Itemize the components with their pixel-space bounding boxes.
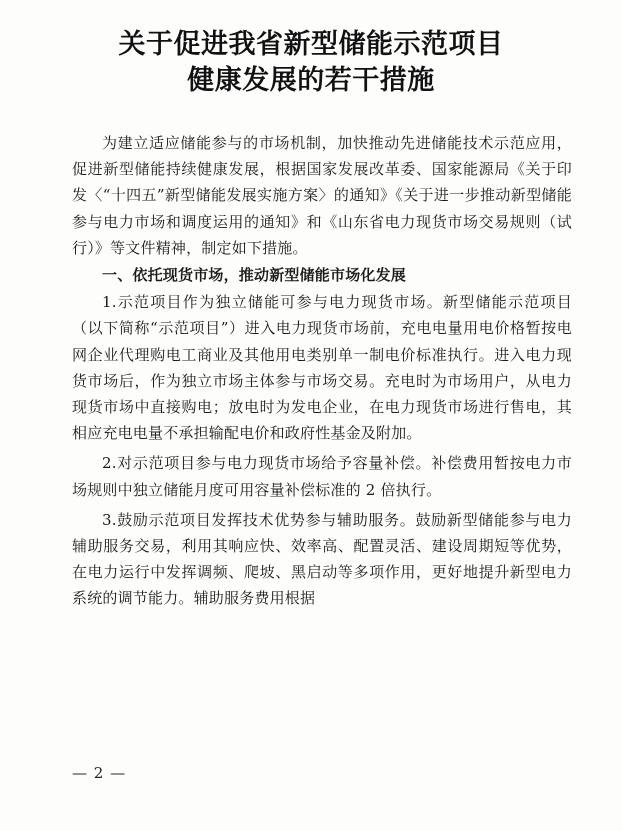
item-paragraph-3: 3.鼓励示范项目发挥技术优势参与辅助服务。鼓励新型储能参与电力辅助服务交易，利用其响应快、效率高、配置灵活、建设周期短等优势，在电力运行中发挥调频、爬坡、黑启动等多项作用，更好地提升新型电力系统的调节能力。辅助服务费用根据 (72, 510, 572, 608)
page-number: — 2 — (72, 764, 127, 782)
section-heading-1: 一、依托现货市场，推动新型储能市场化发展 (102, 266, 407, 285)
item-paragraph-2: 2.对示范项目参与电力现货市场给予容量补偿。补偿费用暂按电力市场规则中独立储能月度可用容量补偿标准的 2 倍执行。 (72, 454, 572, 499)
document-title-line-1: 关于促进我省新型储能示范项目 (118, 29, 504, 60)
intro-paragraph: 为建立适应储能参与的市场机制，加快推动先进储能技术示范应用，促进新型储能持续健康发展，根据国家发展改革委、国家能源局《关于印发〈“十四五”新型储能发展实施方案〉的通知》《关于进一步推动新型储能参与电力市场和调度运用的通知》和《山东省电力现货市场交易规则（试行）》等文件精神，制定如下措施。 (72, 134, 572, 257)
item-paragraph-1: 1.示范项目作为独立储能可参与电力现货市场。新型储能示范项目（以下简称“示范项目”）进入电力现货市场前，充电电量用电价格暂按电网企业代理购电工商业及其他用电类别单一制电价标准执行。进入电力现货市场后，作为独立市场主体参与市场交易。充电时为市场用户，从电力现货市场中直接购电；放电时为发电企业，在电力现货市场进行售电，其相应充电电量不承担输配电价和政府性基金及附加。 (72, 293, 572, 443)
document-body (72, 130, 572, 612)
document-title-line-2: 健康发展的若干措施 (187, 65, 435, 96)
